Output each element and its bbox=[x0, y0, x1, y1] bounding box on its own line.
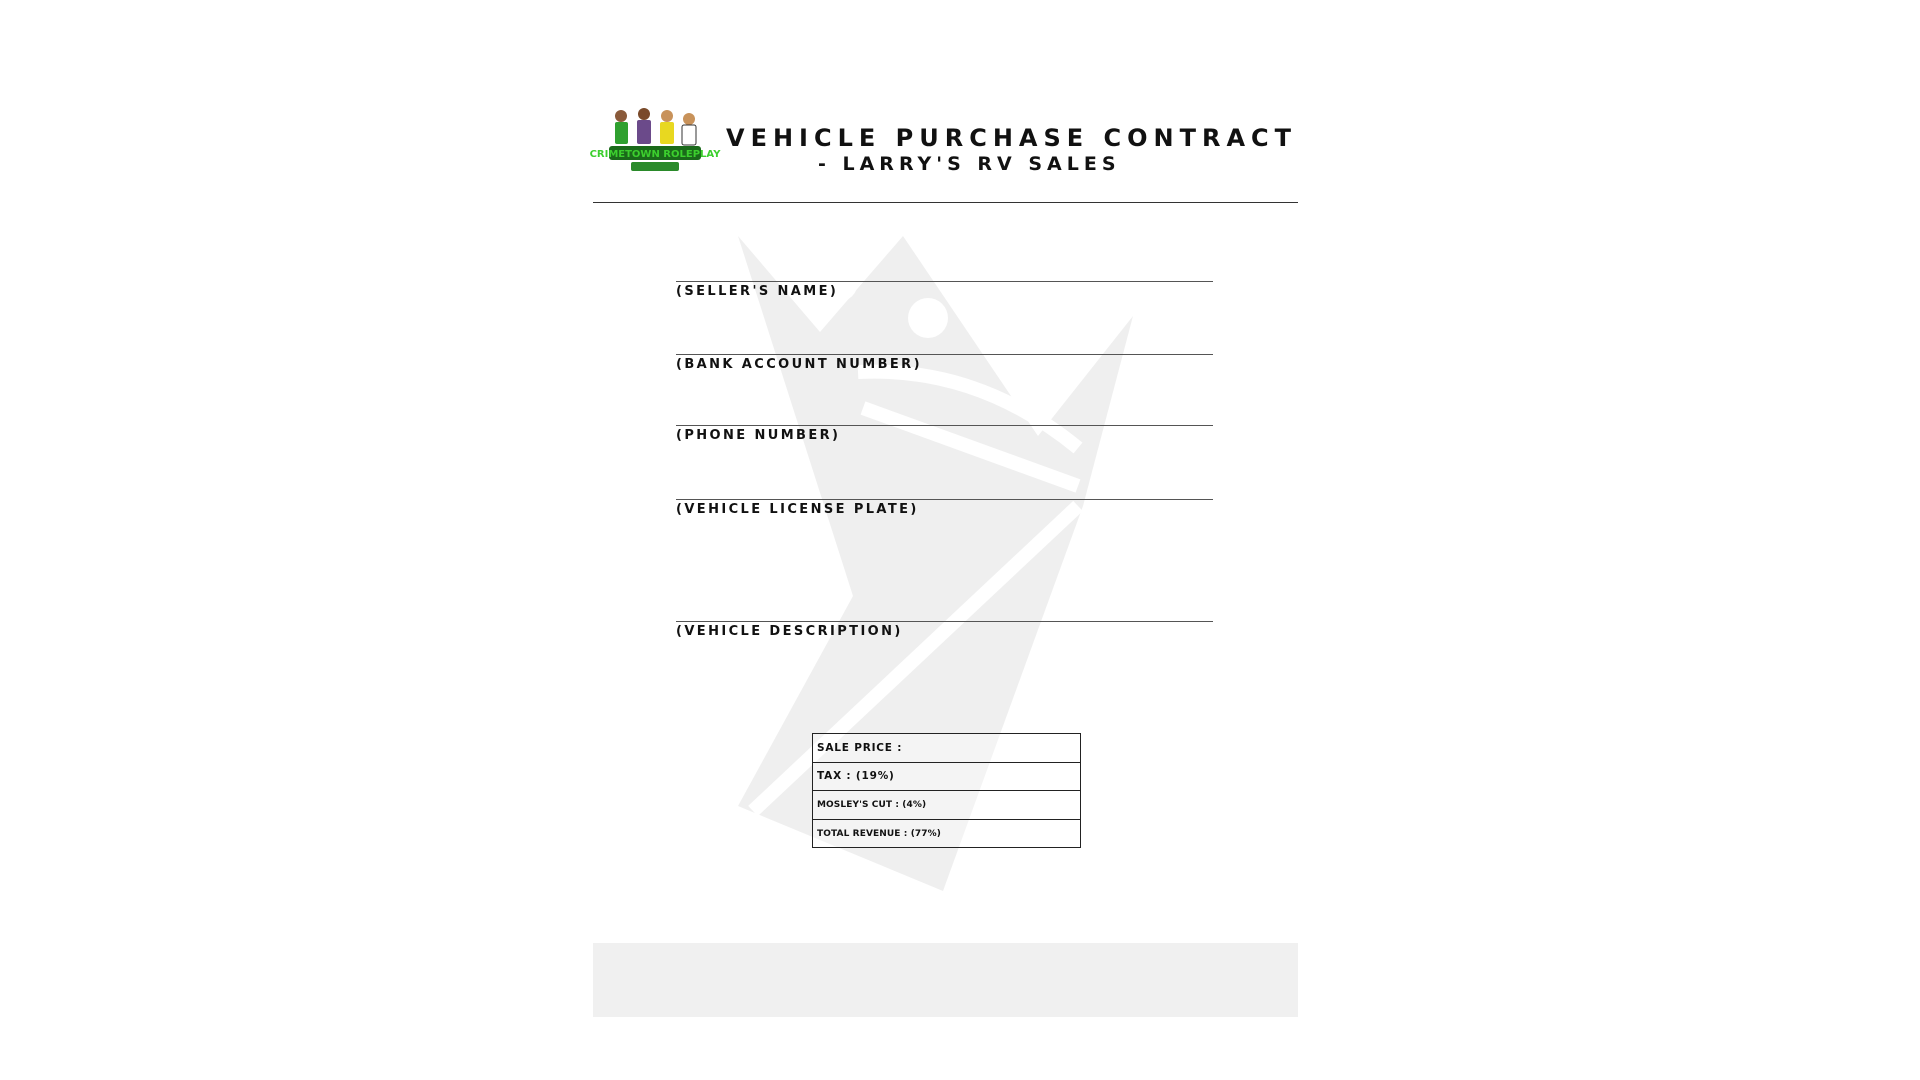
bank-account-field[interactable] bbox=[676, 354, 1213, 372]
page-subtitle: - LARRY'S RV SALES bbox=[818, 153, 1121, 175]
license-plate-line[interactable] bbox=[676, 499, 1213, 500]
license-plate-label: (VEHICLE LICENSE PLATE) bbox=[676, 502, 919, 517]
total-revenue-row[interactable]: TOTAL REVENUE : (77%) bbox=[817, 828, 941, 839]
mosley-cut-row[interactable]: MOSLEY'S CUT : (4%) bbox=[813, 791, 1080, 820]
bank-account-label: (BANK ACCOUNT NUMBER) bbox=[676, 357, 922, 372]
svg-text:CRIMETOWN ROLEPLAY: CRIMETOWN ROLEPLAY bbox=[589, 149, 721, 160]
tax-row[interactable]: TAX : (19%) bbox=[813, 763, 1080, 792]
document-header bbox=[589, 98, 1298, 203]
phone-number-line[interactable] bbox=[676, 425, 1213, 426]
seller-name-field[interactable] bbox=[676, 281, 1213, 299]
vehicle-description-label: (VEHICLE DESCRIPTION) bbox=[676, 624, 903, 639]
seller-name-label: (SELLER'S NAME) bbox=[676, 284, 839, 299]
contract-page bbox=[589, 0, 1298, 1080]
crimetown-roleplay-logo-icon bbox=[589, 106, 721, 176]
vehicle-description-field[interactable] bbox=[676, 621, 1213, 639]
bank-account-line[interactable] bbox=[676, 354, 1213, 355]
seller-name-line[interactable] bbox=[676, 281, 1213, 282]
price-summary-table bbox=[812, 733, 1081, 848]
license-plate-field[interactable] bbox=[676, 499, 1213, 517]
sale-price-row[interactable]: SALE PRICE : bbox=[813, 734, 1080, 763]
phone-number-label: (PHONE NUMBER) bbox=[676, 428, 841, 443]
footer-signature-band[interactable] bbox=[593, 943, 1298, 1017]
phone-number-field[interactable] bbox=[676, 425, 1213, 443]
vehicle-description-line[interactable] bbox=[676, 621, 1213, 622]
page-title: VEHICLE PURCHASE CONTRACT bbox=[726, 124, 1298, 152]
